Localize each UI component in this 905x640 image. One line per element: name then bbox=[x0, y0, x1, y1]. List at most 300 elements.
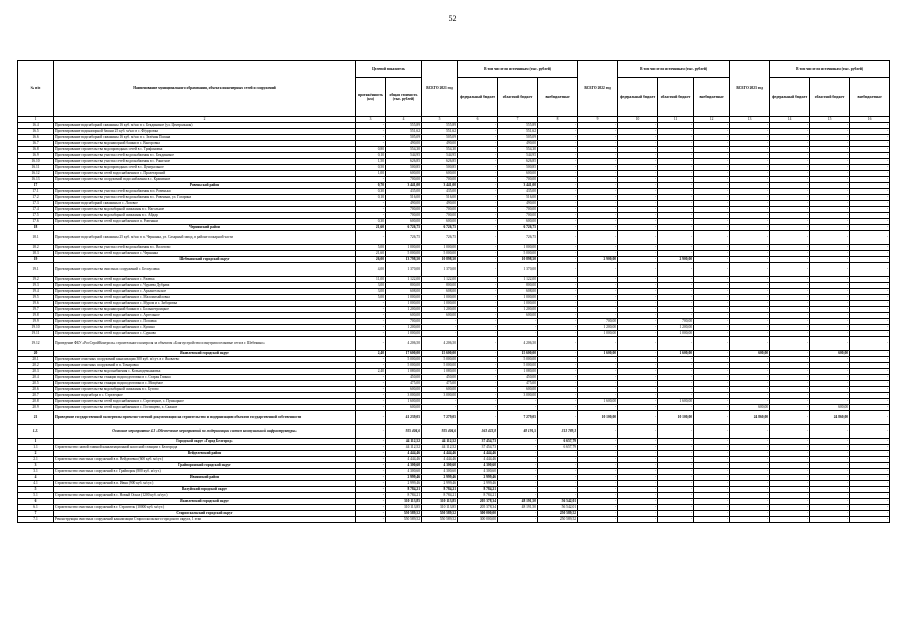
row-total-2022: - bbox=[578, 381, 618, 387]
row-federal-2021: - bbox=[458, 405, 498, 411]
row-regional-2022: - bbox=[658, 129, 694, 135]
row-federal-2022: - bbox=[618, 165, 658, 171]
row-cost: 554,30 bbox=[386, 147, 422, 153]
row-federal-2022: - bbox=[618, 277, 658, 283]
row-regional-2023: - bbox=[810, 313, 850, 319]
row-regional-2023: - bbox=[810, 277, 850, 283]
row-number: 16.12 bbox=[18, 171, 54, 177]
row-regional-2021: 3 441,00 bbox=[498, 183, 538, 189]
column-number: 14 bbox=[770, 117, 810, 123]
row-offbudget-2022: - bbox=[694, 189, 730, 195]
row-number: 19 bbox=[18, 257, 54, 263]
row-regional-2023: - bbox=[810, 201, 850, 207]
row-regional-2022: - bbox=[658, 487, 694, 493]
row-offbudget-2021: - bbox=[538, 147, 578, 153]
row-cost: 490,00 bbox=[386, 141, 422, 147]
row-length: 4,00 bbox=[356, 263, 386, 277]
row-cost: 700,00 bbox=[386, 177, 422, 183]
row-offbudget-2022: - bbox=[694, 381, 730, 387]
row-federal-2023: - bbox=[770, 277, 810, 283]
row-name: Вейделевский район bbox=[54, 451, 356, 457]
row-cost: 44 112,52 bbox=[386, 439, 422, 445]
row-regional-2023: - bbox=[810, 505, 850, 511]
row-offbudget-2023: - bbox=[850, 307, 890, 313]
row-total-2021: 600,00 bbox=[422, 219, 458, 225]
row-offbudget-2022: - bbox=[694, 351, 730, 357]
row-federal-2023: - bbox=[770, 445, 810, 451]
row-total-2022: - bbox=[578, 231, 618, 245]
row-regional-2022: - bbox=[658, 189, 694, 195]
row-regional-2021: 1 080,00 bbox=[498, 369, 538, 375]
row-federal-2021: 8 784,21 bbox=[458, 493, 498, 499]
row-federal-2022: - bbox=[618, 411, 658, 425]
row-total-2021: - bbox=[422, 399, 458, 405]
row-offbudget-2023: - bbox=[850, 445, 890, 451]
row-offbudget-2022: - bbox=[694, 245, 730, 251]
row-total-2022: - bbox=[578, 505, 618, 511]
row-regional-2022: - bbox=[658, 313, 694, 319]
row-federal-2021: - bbox=[458, 393, 498, 399]
row-regional-2023: - bbox=[810, 231, 850, 245]
header-sources-2023: В том числе по источникам (тыс. рублей) bbox=[770, 61, 890, 78]
row-federal-2021: - bbox=[458, 225, 498, 231]
row-name: Проектирование строительства сетей водоснабжения в с. Купино bbox=[54, 325, 356, 331]
row-total-2023: - bbox=[730, 381, 770, 387]
row-name: Проектирование водозабора в с. Стрелецкое bbox=[54, 393, 356, 399]
row-regional-2023: 600,00 bbox=[810, 351, 850, 357]
row-offbudget-2021: - bbox=[538, 245, 578, 251]
row-total-2023: - bbox=[730, 439, 770, 445]
row-total-2022: 1 600,00 bbox=[578, 351, 618, 357]
row-total-2022: - bbox=[578, 213, 618, 219]
row-name: Проектирование строительства сетей водоснабжения в с. Муром и с. Зиборовка bbox=[54, 301, 356, 307]
row-offbudget-2023: - bbox=[850, 493, 890, 499]
row-total-2021: - bbox=[422, 319, 458, 325]
row-total-2023: - bbox=[730, 337, 770, 351]
row-total-2022: - bbox=[578, 171, 618, 177]
row-federal-2022: - bbox=[618, 487, 658, 493]
row-total-2023: - bbox=[730, 325, 770, 331]
row-total-2021: 600,00 bbox=[422, 171, 458, 177]
row-length: - bbox=[356, 331, 386, 337]
header-name: Наименование муниципального образования, объекта инженерных сетей и сооружений bbox=[54, 61, 356, 117]
row-cost: 5 000,00 bbox=[386, 363, 422, 369]
row-federal-2023: - bbox=[770, 499, 810, 505]
row-number: 18 bbox=[18, 225, 54, 231]
row-total-2022: - bbox=[578, 147, 618, 153]
row-total-2022: 700,00 bbox=[578, 319, 618, 325]
row-offbudget-2022: - bbox=[694, 153, 730, 159]
row-offbudget-2023: - bbox=[850, 283, 890, 289]
row-cost: 1 600,00 bbox=[386, 399, 422, 405]
row-regional-2023: - bbox=[810, 301, 850, 307]
row-total-2022: - bbox=[578, 511, 618, 517]
row-number: 20.5 bbox=[18, 381, 54, 387]
row-federal-2023: - bbox=[770, 375, 810, 381]
row-offbudget-2022: - bbox=[694, 411, 730, 425]
row-regional-2021: 5 000,00 bbox=[498, 357, 538, 363]
row-name: Ивнянский район bbox=[54, 475, 356, 481]
row-total-2023: - bbox=[730, 393, 770, 399]
row-federal-2021: - bbox=[458, 301, 498, 307]
row-offbudget-2023: - bbox=[850, 457, 890, 463]
row-federal-2023: - bbox=[770, 313, 810, 319]
row-regional-2022: - bbox=[658, 499, 694, 505]
row-regional-2022: - bbox=[658, 393, 694, 399]
row-federal-2023: - bbox=[770, 195, 810, 201]
row-total-2023: - bbox=[730, 445, 770, 451]
row-federal-2023: - bbox=[770, 213, 810, 219]
row-regional-2022: - bbox=[658, 141, 694, 147]
header-total-2021: ВСЕГО 2021 год bbox=[422, 61, 458, 117]
row-offbudget-2023: - bbox=[850, 469, 890, 475]
row-name: Проектирование строительства участка сетей водоснабжения в с. Ровеньки, ул. Гагарина bbox=[54, 195, 356, 201]
row-name: Проектирование водозаборной скважины 25 куб. м/час в п. Чернянка, ул. Сахарный завод, в районе пожарной части bbox=[54, 231, 356, 245]
row-offbudget-2023: - bbox=[850, 425, 890, 439]
row-federal-2023: - bbox=[770, 257, 810, 263]
row-offbudget-2023: - bbox=[850, 381, 890, 387]
row-length: 1,50 bbox=[356, 159, 386, 165]
row-total-2023: - bbox=[730, 177, 770, 183]
row-regional-2023: - bbox=[810, 331, 850, 337]
row-federal-2022: - bbox=[618, 189, 658, 195]
row-number: 18.1 bbox=[18, 231, 54, 245]
row-federal-2021: - bbox=[458, 257, 498, 263]
row-federal-2021: 4 444,46 bbox=[458, 457, 498, 463]
row-federal-2023: - bbox=[770, 135, 810, 141]
row-federal-2023: - bbox=[770, 189, 810, 195]
row-total-2022: - bbox=[578, 159, 618, 165]
column-number: 5 bbox=[422, 117, 458, 123]
row-offbudget-2022: - bbox=[694, 451, 730, 457]
header-offbudget-2022: внебюджетные bbox=[694, 78, 730, 117]
row-federal-2022: - bbox=[618, 475, 658, 481]
row-federal-2021: - bbox=[458, 325, 498, 331]
row-total-2021: 490,00 bbox=[422, 201, 458, 207]
row-total-2021: 1 080,00 bbox=[422, 369, 458, 375]
row-regional-2021: 516,00 bbox=[498, 195, 538, 201]
column-number: 13 bbox=[730, 117, 770, 123]
row-number: 4.1 bbox=[18, 481, 54, 487]
row-offbudget-2021: - bbox=[538, 351, 578, 357]
row-offbudget-2022: - bbox=[694, 499, 730, 505]
row-total-2023: - bbox=[730, 263, 770, 277]
row-federal-2023: - bbox=[770, 405, 810, 411]
row-total-2023: - bbox=[730, 141, 770, 147]
row-total-2021: 554,30 bbox=[422, 147, 458, 153]
row-length: - bbox=[356, 177, 386, 183]
header-federal-2022: федеральный бюджет bbox=[618, 78, 658, 117]
row-name: Проектирование строительства водонапорной башни в с. Выгоровка bbox=[54, 141, 356, 147]
row-regional-2022: - bbox=[658, 451, 694, 457]
row-offbudget-2021: 6 657,79 bbox=[538, 445, 578, 451]
row-length: - bbox=[356, 505, 386, 511]
row-regional-2022: - bbox=[658, 445, 694, 451]
row-regional-2023: - bbox=[810, 439, 850, 445]
row-offbudget-2023: - bbox=[850, 369, 890, 375]
row-regional-2023: - bbox=[810, 399, 850, 405]
row-length: - bbox=[356, 301, 386, 307]
row-total-2021: 4 300,60 bbox=[422, 469, 458, 475]
row-regional-2023: - bbox=[810, 165, 850, 171]
row-regional-2021: - bbox=[498, 493, 538, 499]
row-federal-2021: - bbox=[458, 245, 498, 251]
row-name: Проектирование очистных сооружений канализации 300 куб. м/сут. в г. Яковлево bbox=[54, 357, 356, 363]
row-offbudget-2023: - bbox=[850, 213, 890, 219]
row-total-2022: - bbox=[578, 189, 618, 195]
row-number: 19.7 bbox=[18, 307, 54, 313]
row-federal-2023: - bbox=[770, 457, 810, 463]
row-total-2021: 7 279,05 bbox=[422, 411, 458, 425]
row-length: - bbox=[356, 399, 386, 405]
row-offbudget-2023: - bbox=[850, 319, 890, 325]
row-regional-2023: - bbox=[810, 213, 850, 219]
row-name: Проведение ФБУ «РосСтройКонтроль» строительного контроля за объектом «Благоустройство и внутрипоселковые сети в г. Шебекино» bbox=[54, 337, 356, 351]
row-total-2023: - bbox=[730, 147, 770, 153]
row-cost: 4 300,60 bbox=[386, 463, 422, 469]
row-offbudget-2021: - bbox=[538, 381, 578, 387]
row-regional-2022: - bbox=[658, 201, 694, 207]
header-sources-2021: В том числе по источникам (тыс. рублей) bbox=[458, 61, 578, 78]
row-total-2021: 500,85 bbox=[422, 165, 458, 171]
row-regional-2021: 600,00 bbox=[498, 171, 538, 177]
row-total-2021: 5 000,00 bbox=[422, 251, 458, 257]
row-regional-2023: - bbox=[810, 207, 850, 213]
row-number: 18.2 bbox=[18, 245, 54, 251]
row-offbudget-2022: - bbox=[694, 325, 730, 331]
row-offbudget-2021: - bbox=[538, 393, 578, 399]
row-total-2023: - bbox=[730, 469, 770, 475]
row-offbudget-2022: - bbox=[694, 313, 730, 319]
row-total-2023: - bbox=[730, 493, 770, 499]
row-total-2023: - bbox=[730, 399, 770, 405]
row-regional-2023: - bbox=[810, 129, 850, 135]
column-number: 1 bbox=[18, 117, 54, 123]
row-offbudget-2023: - bbox=[850, 277, 890, 283]
row-total-2022: - bbox=[578, 369, 618, 375]
row-federal-2022: - bbox=[618, 183, 658, 189]
row-total-2023: - bbox=[730, 357, 770, 363]
row-federal-2022: - bbox=[618, 219, 658, 225]
row-total-2022: - bbox=[578, 463, 618, 469]
row-total-2021: 435,00 bbox=[422, 189, 458, 195]
row-federal-2021: - bbox=[458, 213, 498, 219]
row-total-2021: - bbox=[422, 405, 458, 411]
row-federal-2021: - bbox=[458, 289, 498, 295]
row-regional-2021: 1 000,00 bbox=[498, 301, 538, 307]
row-regional-2021: 626,85 bbox=[498, 159, 538, 165]
row-offbudget-2022: - bbox=[694, 393, 730, 399]
row-total-2022: - bbox=[578, 481, 618, 487]
row-cost: 5 000,00 bbox=[386, 251, 422, 257]
row-total-2021: 1 000,00 bbox=[422, 245, 458, 251]
row-federal-2022: - bbox=[618, 135, 658, 141]
row-total-2023: - bbox=[730, 499, 770, 505]
row-federal-2022: - bbox=[618, 245, 658, 251]
row-regional-2023: - bbox=[810, 171, 850, 177]
row-regional-2023: - bbox=[810, 493, 850, 499]
row-federal-2023: - bbox=[770, 337, 810, 351]
row-regional-2022: - bbox=[658, 475, 694, 481]
row-offbudget-2021: - bbox=[538, 283, 578, 289]
row-number: 20.9 bbox=[18, 405, 54, 411]
row-number: 17.5 bbox=[18, 213, 54, 219]
row-number: 4 bbox=[18, 475, 54, 481]
row-regional-2023: - bbox=[810, 481, 850, 487]
row-offbudget-2021: - bbox=[538, 375, 578, 381]
row-name: Старооскольский городской округ bbox=[54, 511, 356, 517]
row-name: Проектирование строительства водозаборной скважины в с. Айдар bbox=[54, 213, 356, 219]
row-federal-2021: 300 000,00 bbox=[458, 517, 498, 523]
row-total-2022: - bbox=[578, 283, 618, 289]
row-total-2023: - bbox=[730, 463, 770, 469]
row-regional-2023: - bbox=[810, 177, 850, 183]
row-total-2023: - bbox=[730, 295, 770, 301]
row-length: - bbox=[356, 135, 386, 141]
row-regional-2021: 435,00 bbox=[498, 189, 538, 195]
row-regional-2022: - bbox=[658, 301, 694, 307]
row-number: 20.1 bbox=[18, 357, 54, 363]
row-number: 20.7 bbox=[18, 393, 54, 399]
row-total-2023: - bbox=[730, 301, 770, 307]
header-offbudget-2023: внебюджетные bbox=[850, 78, 890, 117]
row-length: - bbox=[356, 313, 386, 319]
row-federal-2022: - bbox=[618, 123, 658, 129]
row-regional-2021: 475,00 bbox=[498, 381, 538, 387]
row-federal-2022: - bbox=[618, 195, 658, 201]
row-federal-2023: - bbox=[770, 201, 810, 207]
table-row bbox=[18, 263, 890, 277]
row-federal-2021: - bbox=[458, 307, 498, 313]
row-name: Проектирование водонапорной башни 25 куб. м/час в с. Фёдоровка bbox=[54, 129, 356, 135]
row-regional-2022: - bbox=[658, 375, 694, 381]
row-length: - bbox=[356, 129, 386, 135]
row-offbudget-2023: - bbox=[850, 257, 890, 263]
row-offbudget-2023: - bbox=[850, 337, 890, 351]
row-regional-2022: - bbox=[658, 195, 694, 201]
row-regional-2023: - bbox=[810, 283, 850, 289]
row-offbudget-2023: - bbox=[850, 511, 890, 517]
row-federal-2023: - bbox=[770, 469, 810, 475]
table-row bbox=[18, 337, 890, 351]
row-offbudget-2023: - bbox=[850, 171, 890, 177]
row-name: Проектирование строительства водонапорной башни в с. Большетроицкое bbox=[54, 307, 356, 313]
row-regional-2023: - bbox=[810, 375, 850, 381]
row-offbudget-2021: - bbox=[538, 357, 578, 363]
row-cost: 551,62 bbox=[386, 129, 422, 135]
row-offbudget-2023: - bbox=[850, 405, 890, 411]
row-name: Валуйский городской округ bbox=[54, 487, 356, 493]
row-number: 20.2 bbox=[18, 363, 54, 369]
row-regional-2022: - bbox=[658, 469, 694, 475]
row-number: 19.5 bbox=[18, 295, 54, 301]
row-offbudget-2023: - bbox=[850, 331, 890, 337]
row-federal-2021: - bbox=[458, 331, 498, 337]
row-cost: 600,00 bbox=[386, 387, 422, 393]
column-number: 6 bbox=[458, 117, 498, 123]
row-federal-2022: - bbox=[618, 153, 658, 159]
row-length: - bbox=[356, 481, 386, 487]
row-name: Строительство очистных сооружений в с. Новый Оскол (1200 куб. м/сут.) bbox=[54, 493, 356, 499]
row-regional-2022: - bbox=[658, 231, 694, 245]
row-length: - bbox=[356, 517, 386, 523]
row-offbudget-2021: - bbox=[538, 289, 578, 295]
row-federal-2022: - bbox=[618, 207, 658, 213]
row-regional-2022: - bbox=[658, 283, 694, 289]
row-regional-2023: - bbox=[810, 225, 850, 231]
header-num: № п/п bbox=[18, 61, 54, 117]
row-offbudget-2022: - bbox=[694, 159, 730, 165]
row-regional-2022: - bbox=[658, 153, 694, 159]
row-total-2022: - bbox=[578, 251, 618, 257]
row-cost: 600,00 bbox=[386, 405, 422, 411]
row-federal-2022: - bbox=[618, 351, 658, 357]
row-regional-2021: - bbox=[498, 469, 538, 475]
row-total-2021: 1 370,00 bbox=[422, 263, 458, 277]
row-name: Проектирование строительства водозаборной скважины в с. Нагольное bbox=[54, 207, 356, 213]
row-federal-2022: - bbox=[618, 283, 658, 289]
row-offbudget-2021: 313 789,3 bbox=[538, 425, 578, 439]
row-federal-2022: - bbox=[618, 313, 658, 319]
row-offbudget-2023: - bbox=[850, 313, 890, 319]
row-regional-2022: - bbox=[658, 147, 694, 153]
row-offbudget-2022: - bbox=[694, 277, 730, 283]
row-total-2021: 4 444,46 bbox=[422, 457, 458, 463]
row-length: 0,30 bbox=[356, 219, 386, 225]
row-number: 17 bbox=[18, 183, 54, 189]
row-federal-2023: - bbox=[770, 207, 810, 213]
row-cost: 4 444,46 bbox=[386, 457, 422, 463]
row-offbudget-2022: - bbox=[694, 147, 730, 153]
row-federal-2023: - bbox=[770, 463, 810, 469]
row-name: Строительство очистных сооружений в г. Строитель (10000 куб. м/сут.) bbox=[54, 505, 356, 511]
row-regional-2022: 700,00 bbox=[658, 319, 694, 325]
row-name: Проектирование строительства водопроводных сетей в с. Трифоновка bbox=[54, 147, 356, 153]
row-regional-2021: 700,00 bbox=[498, 213, 538, 219]
row-cost: 44 112,52 bbox=[386, 445, 422, 451]
row-offbudget-2022: - bbox=[694, 129, 730, 135]
row-regional-2022: 1 600,00 bbox=[658, 399, 694, 405]
row-offbudget-2021: - bbox=[538, 493, 578, 499]
row-total-2022: - bbox=[578, 177, 618, 183]
row-length: - bbox=[356, 363, 386, 369]
row-number: 20.4 bbox=[18, 375, 54, 381]
row-total-2023: - bbox=[730, 165, 770, 171]
row-offbudget-2023: - bbox=[850, 295, 890, 301]
row-federal-2022: - bbox=[618, 457, 658, 463]
row-total-2022: - bbox=[578, 375, 618, 381]
row-total-2021: 600,00 bbox=[422, 313, 458, 319]
row-total-2021: - bbox=[422, 325, 458, 331]
row-offbudget-2022: - bbox=[694, 505, 730, 511]
row-cost: 600,00 bbox=[386, 171, 422, 177]
row-length: 26,00 bbox=[356, 257, 386, 263]
row-name: Ровеньской район bbox=[54, 183, 356, 189]
row-number: 16.9 bbox=[18, 153, 54, 159]
row-federal-2022: - bbox=[618, 331, 658, 337]
row-regional-2023: - bbox=[810, 463, 850, 469]
row-total-2023: - bbox=[730, 511, 770, 517]
row-regional-2022: - bbox=[658, 425, 694, 439]
row-regional-2022: - bbox=[658, 357, 694, 363]
row-offbudget-2022: - bbox=[694, 357, 730, 363]
header-federal-2021: федеральный бюджет bbox=[458, 78, 498, 117]
row-cost: 435,00 bbox=[386, 189, 422, 195]
row-total-2021: 550 589,52 bbox=[422, 517, 458, 523]
row-length: 1,00 bbox=[356, 171, 386, 177]
row-total-2021: 608,00 bbox=[422, 289, 458, 295]
row-name: Строительство очистных сооружений в п. Ивня (900 куб. м/сут.) bbox=[54, 481, 356, 487]
